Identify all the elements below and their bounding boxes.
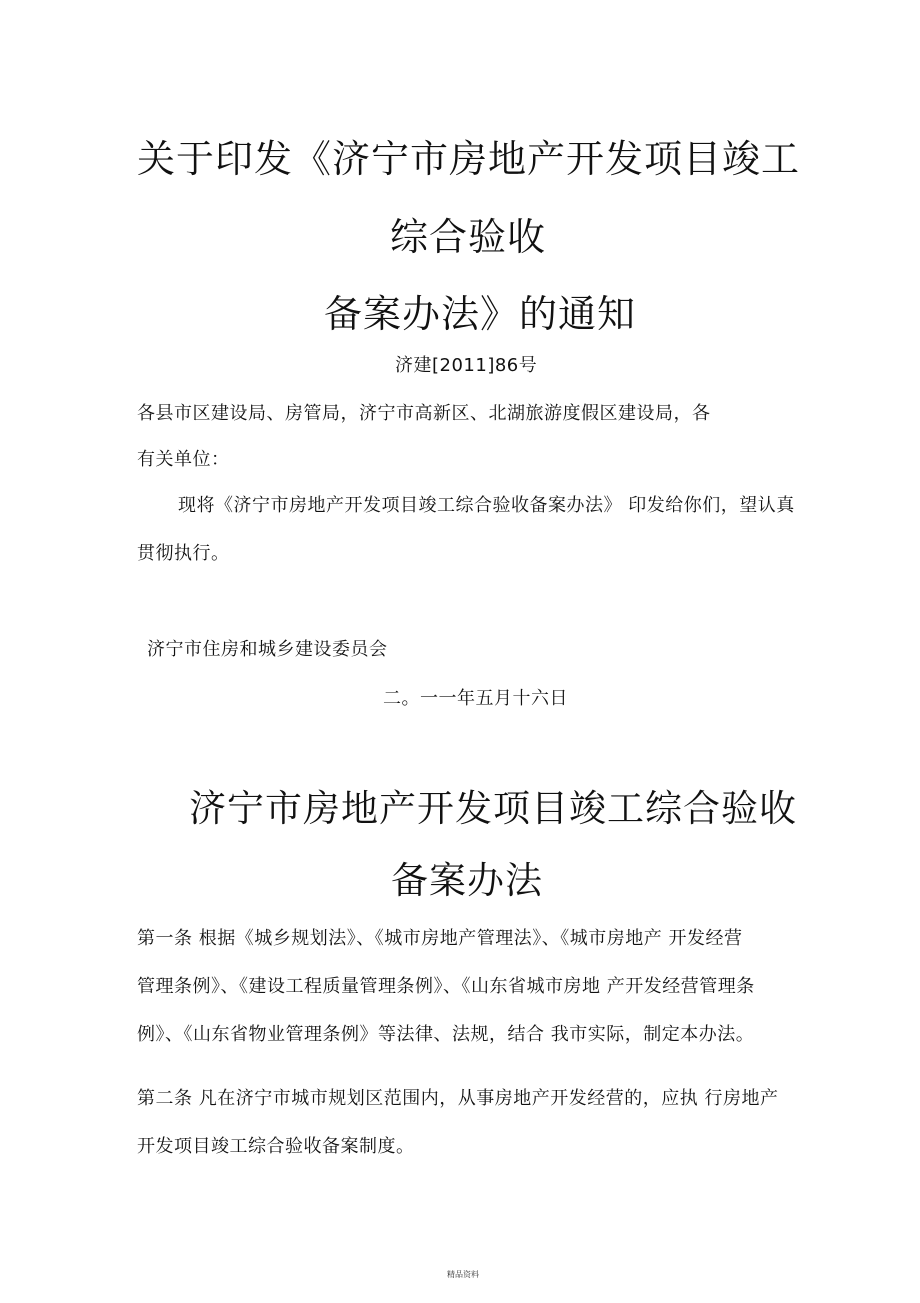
notice-body-line2: 贯彻执行。: [137, 543, 230, 564]
document-number: 济建[2011]86号: [395, 355, 538, 376]
recipients-line1: 各县市区建设局、房管局，济宁市高新区、北湖旅游度假区建设局，各: [137, 403, 711, 424]
notice-title-line1: 关于印发《济宁市房地产开发项目竣工: [137, 137, 801, 181]
notice-title-line3: 备案办法》的通知: [324, 292, 637, 336]
regulation-title-line1: 济宁市房地产开发项目竣工综合验收: [189, 787, 797, 830]
article1-line3: 例》、《山东省物业管理条例》等法律、法规，结合 我市实际，制定本办法。: [137, 1024, 755, 1045]
article1-line2: 管理条例》、《建设工程质量管理条例》、《山东省城市房地 产开发经营管理条: [137, 976, 755, 997]
notice-title-line2: 综合验收: [390, 215, 547, 259]
footer-note: 精品资料: [447, 1270, 479, 1279]
regulation-title-line2: 备案办法: [391, 859, 543, 902]
issue-date: 二。一一年五月十六日: [383, 688, 568, 709]
notice-body-line1: 现将《济宁市房地产开发项目竣工综合验收备案办法》 印发给你们，望认真: [178, 495, 795, 516]
article1-line1: 第一条 根据《城乡规划法》、《城市房地产管理法》、《城市房地产 开发经营: [137, 928, 743, 949]
article2-line2: 开发项目竣工综合验收备案制度。: [137, 1136, 415, 1157]
issuer: 济宁市住房和城乡建设委员会: [147, 639, 388, 660]
recipients-line2: 有关单位：: [137, 449, 230, 470]
article2-line1: 第二条 凡在济宁市城市规划区范围内，从事房地产开发经营的，应执 行房地产: [137, 1088, 779, 1109]
